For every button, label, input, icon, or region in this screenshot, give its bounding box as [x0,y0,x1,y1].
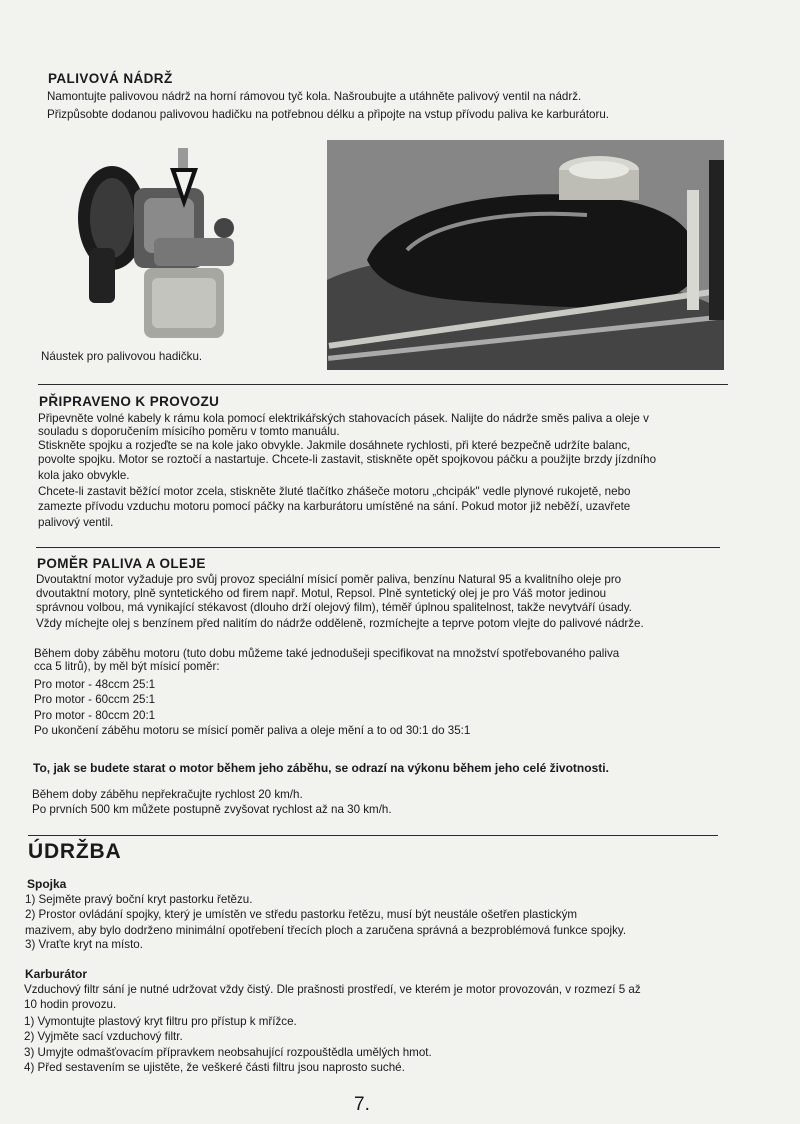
divider [28,835,718,836]
text-line: Chcete-li zastavit běžící motor zcela, stiskněte žluté tlačítko zhášeče motoru „chcipák" vedle plynové rukojetě, nebo [38,485,631,498]
text-line: Namontujte palivovou nádrž na horní rámovou tyč kola. Našroubujte a utáhněte palivový ventil na nádrž. [47,90,582,103]
important-note: To, jak se budete starat o motor během jeho záběhu, se odrazí na výkonu během jeho celé životnosti. [33,761,609,775]
text-line: 2) Vyjměte sací vzduchový filtr. [24,1030,183,1043]
text-line: souladu s doporučením mísicího poměru v tomto manuálu. [38,425,340,438]
carburetor-photo [74,148,254,343]
section-heading-fuel-tank: PALIVOVÁ NÁDRŽ [48,71,173,86]
section-heading-maintenance: ÚDRŽBA [28,840,122,863]
text-line: Po ukončení záběhu motoru se mísicí poměr paliva a oleje mění a to od 30:1 do 35:1 [34,724,471,737]
text-line: Přizpůsobte dodanou palivovou hadičku na potřebnou délku a připojte na vstup přívodu paliva ke karburátoru. [47,108,610,121]
photo-caption: Náustek pro palivovou hadičku. [41,350,203,363]
text-line: zamezte přívodu vzduchu motoru pomocí páčky na karburátoru umístěné na sání. Pokud motor již neběží, uzavřete [38,500,631,513]
text-line: Vzduchový filtr sání je nutné udržovat vždy čistý. Dle prašnosti prostředí, ve kterém je motor provozován, v rozmezí 5 až [24,983,641,996]
text-line: Vždy míchejte olej s benzínem před nalitím do nádrže odděleně, rozmíchejte a teprve potom vlejte do palivové nádrže. [36,617,644,630]
text-line: dvoutaktní motory, plně syntetického od firem např. Motul, Repsol. Plně syntetický olej je pro Váš motor jedinou [36,587,607,600]
text-line: mazivem, aby bylo dodrženo minimální opotřebení třecích ploch a zaručena správná a bezproblémová funkce spojky. [25,924,627,937]
fuel-tank-photo [327,140,724,370]
text-line: 2) Prostor ovládání spojky, který je umístěn ve středu pastorku řetězu, musí být neustále ošetřen plastickým [25,908,578,921]
text-line: Dvoutaktní motor vyžaduje pro svůj provoz speciální mísicí poměr paliva, benzínu Natural 95 a kvalitního oleje pro [36,573,622,586]
subheading-carburetor: Karburátor [25,967,88,981]
divider [38,384,728,385]
text-line: Během doby záběhu motoru (tuto dobu můžeme také jednodušeji specifikovat na množství spotřebovaného paliva [34,647,620,660]
page-number: 7. [354,1094,370,1115]
text-line: Připevněte volné kabely k rámu kola pomocí elektrikářských stahovacích pásek. Nalijte do nádrže směs paliva a oleje v [38,412,649,425]
text-line: Stiskněte spojku a rozjeďte se na kole jako obvykle. Jakmile dosáhnete rychlosti, při které bezpečně udržíte balanc, [38,439,631,452]
text-line: 1) Sejměte pravý boční kryt pastorku řetězu. [25,893,253,906]
section-heading-ready: PŘIPRAVENO K PROVOZU [39,394,220,409]
text-line: správnou volbou, má vynikající stékavost (dlouho drží olejový film), téměř úplnou spalitelnost, takže nevytváří úsady. [36,601,632,614]
text-line: kola jako obvykle. [38,469,130,482]
text-line: cca 5 litrů), by měl být mísicí poměr: [34,660,220,673]
text-line: Během doby záběhu nepřekračujte rychlost 20 km/h. [32,788,303,801]
ratio-item: Pro motor - 48ccm 25:1 [34,678,156,691]
text-line: 10 hodin provozu. [24,998,117,1011]
ratio-item: Pro motor - 60ccm 25:1 [34,693,156,706]
text-line: palivový ventil. [38,516,114,529]
subheading-clutch: Spojka [27,877,67,891]
text-line: 3) Umyjte odmašťovacím přípravkem neobsahující rozpouštědla umělých hmot. [24,1046,432,1059]
divider [36,547,720,548]
text-line: 4) Před sestavením se ujistěte, že veškeré části filtru jsou naprosto suché. [24,1061,405,1074]
text-line: povolte spojku. Motor se roztočí a nastartuje. Chcete-li zastavit, stiskněte opět spojkovou páčku a použijte brzdy jízdního [38,453,657,466]
section-heading-ratio: POMĚR PALIVA A OLEJE [37,556,206,571]
text-line: Po prvních 500 km můžete postupně zvyšovat rychlost až na 30 km/h. [32,803,392,816]
text-line: 1) Vymontujte plastový kryt filtru pro přístup k mřížce. [24,1015,297,1028]
text-line: 3) Vraťte kryt na místo. [25,938,143,951]
ratio-item: Pro motor - 80ccm 20:1 [34,709,156,722]
